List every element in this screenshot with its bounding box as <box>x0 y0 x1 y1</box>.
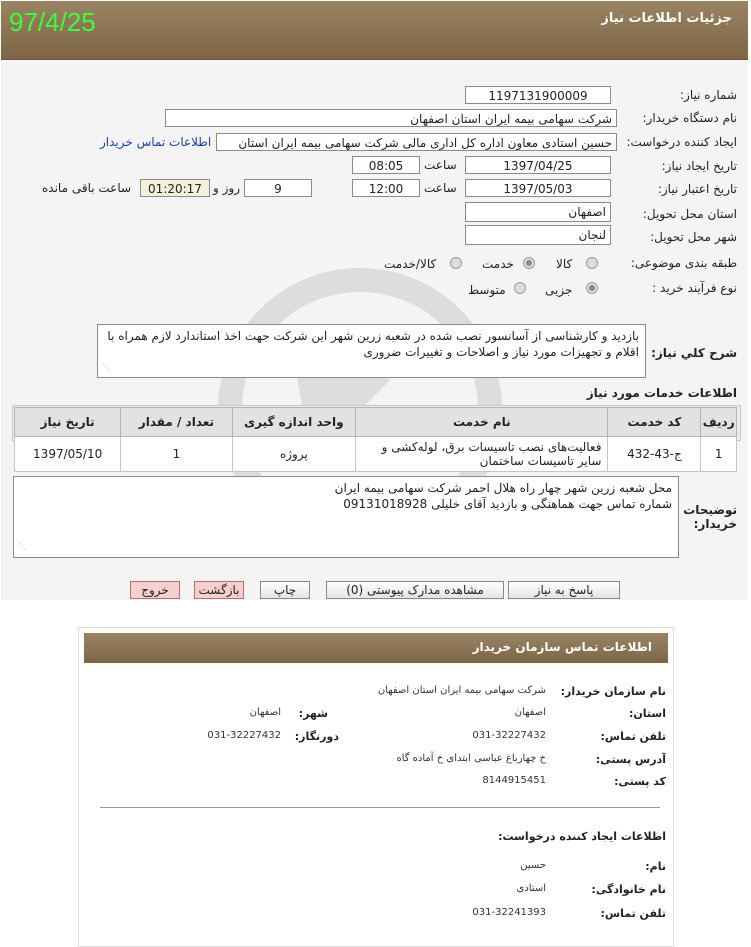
view-attachments-button[interactable]: مشاهده مدارک پیوستی (0) <box>326 581 504 599</box>
col-index: ردیف <box>701 408 737 437</box>
province-info-label: استان: <box>629 707 666 720</box>
purchase-radio-medium[interactable] <box>514 282 526 294</box>
buyer-org-label: نام دستگاه خریدار: <box>642 111 737 125</box>
col-name: نام خدمت <box>356 408 608 437</box>
first-name-value: حسین <box>520 860 546 871</box>
purchase-option-medium: متوسط <box>468 283 506 297</box>
province-label: استان محل تحویل: <box>642 207 737 221</box>
services-title: اطلاعات خدمات مورد نیاز <box>586 386 737 400</box>
phone-label: تلفن تماس: <box>600 730 666 743</box>
header-bar <box>1 1 748 60</box>
phone-value: 031-32227432 <box>472 730 546 741</box>
last-name-label: نام خانوادگی: <box>591 883 666 896</box>
requester-field: حسین استادی معاون اداره کل اداری مالی شرکت سهامی بیمه ایران استان <box>216 133 617 151</box>
buyer-notes-label: توضیحات خریدار: <box>683 503 737 531</box>
purchase-type-label: نوع فرآیند خرید : <box>652 281 737 295</box>
col-date: تاریخ نیاز <box>15 408 121 437</box>
buyer-contact-link[interactable]: اطلاعات تماس خریدار <box>100 135 212 149</box>
city-info-label: شهر: <box>298 707 328 720</box>
creator-section-title: اطلاعات ایجاد کننده درخواست: <box>498 830 666 843</box>
col-code: کد خدمت <box>608 408 701 437</box>
cell-unit: پروژه <box>232 437 356 472</box>
description-label: شرح کلي نياز: <box>651 346 737 360</box>
description-text: بازدید و کارشناسی از آسانسور نصب شده در شعبه زرین شهر این شرکت جهت اخذ استاندارد لازم همراه با اقلام و تجهیزات مورد نیاز و اصلاحات و تغییرات ضروری <box>107 329 639 359</box>
exit-button[interactable]: خروج <box>130 581 180 599</box>
purchase-option-minor: جزیی <box>545 283 573 297</box>
city-info-value: اصفهان <box>249 707 281 718</box>
category-radio-goods[interactable] <box>586 257 598 269</box>
need-number-field: 1197131900009 <box>465 86 611 104</box>
buyer-notes-textarea <box>13 476 679 558</box>
back-button[interactable]: بازگشت <box>194 581 244 599</box>
remaining-time-label: ساعت باقی مانده <box>42 181 132 195</box>
divider <box>100 807 660 808</box>
address-value: خ چهارباغ عباسی ابتدای خ آماده گاه <box>396 753 546 764</box>
cell-name: فعالیت‌های نصب تاسیسات برق، لوله‌کشی و سایر تاسیسات ساختمان <box>356 437 608 472</box>
postal-value: 8144915451 <box>482 775 546 786</box>
resize-grip-icon: ⋰ <box>18 542 26 551</box>
description-textarea <box>97 324 646 378</box>
created-date-label: تاریخ ایجاد نیاز: <box>661 159 737 173</box>
buyer-org-field: شرکت سهامی بیمه ایران استان اصفهان <box>165 109 617 127</box>
fax-value: 031-32227432 <box>207 730 281 741</box>
need-number-label: شماره نیاز: <box>680 88 737 102</box>
address-label: آدرس پستی: <box>595 753 666 766</box>
province-field: اصفهان <box>465 202 611 222</box>
days-remaining-field: 9 <box>244 179 312 197</box>
col-unit: واحد اندازه گیری <box>232 408 356 437</box>
category-option-goods: کالا <box>556 257 573 271</box>
services-table <box>14 407 737 472</box>
table-header-row <box>15 408 737 437</box>
print-button[interactable]: چاپ <box>260 581 310 599</box>
validity-date-label: تاریخ اعتبار نیاز: <box>657 182 737 196</box>
validity-date-field: 1397/05/03 <box>465 179 611 197</box>
creator-phone-label: تلفن تماس: <box>600 907 666 920</box>
creator-phone-value: 031-32241393 <box>472 907 546 918</box>
created-time-field: 08:05 <box>352 156 420 174</box>
page-title: جزئیات اطلاعات نیاز <box>601 11 732 26</box>
last-name-value: استادی <box>516 883 546 894</box>
category-option-service: خدمت <box>482 257 514 271</box>
days-label: روز و <box>213 181 240 195</box>
org-value: شرکت سهامی بیمه ایران استان اصفهان <box>377 685 546 696</box>
cell-date: 1397/05/10 <box>15 437 121 472</box>
resize-grip-icon: ⋰ <box>102 362 110 371</box>
first-name-label: نام: <box>645 860 666 873</box>
city-field: لنجان <box>465 225 611 245</box>
created-time-label: ساعت <box>424 158 457 172</box>
category-radio-service[interactable] <box>523 257 535 269</box>
remaining-time-field: 01:20:17 <box>140 179 210 197</box>
contact-card-header <box>84 633 668 663</box>
buyer-notes-line1: محل شعبه زرین شهر چهار راه هلال احمر شرکت سهامی بیمه ایران <box>334 481 672 495</box>
org-label: نام سازمان خریدار: <box>560 685 666 698</box>
category-label: طبقه بندی موضوعی: <box>630 256 737 270</box>
category-option-goods-service: کالا/خدمت <box>384 257 437 271</box>
purchase-radio-minor[interactable] <box>586 282 598 294</box>
city-label: شهر محل تحویل: <box>650 230 737 244</box>
validity-time-label: ساعت <box>424 181 457 195</box>
postal-label: کد پستی: <box>614 775 666 788</box>
date-stamp: 97/4/25 <box>9 7 96 37</box>
validity-time-field: 12:00 <box>352 179 420 197</box>
province-info-value: اصفهان <box>514 707 546 718</box>
col-qty: تعداد / مقدار <box>121 408 232 437</box>
cell-code: ج-43-432 <box>608 437 701 472</box>
buyer-contact-card <box>78 627 674 947</box>
category-radio-goods-service[interactable] <box>450 257 462 269</box>
table-row <box>15 437 737 472</box>
contact-card-title: اطلاعات تماس سازمان خریدار <box>472 640 652 654</box>
cell-index: 1 <box>701 437 737 472</box>
fax-label: دورنگار: <box>294 730 339 743</box>
buyer-notes-line2: شماره تماس جهت هماهنگی و بازدید آقای خلیلی 09131018928 <box>343 497 672 511</box>
reply-button[interactable]: پاسخ به نیاز <box>508 581 620 599</box>
requester-label: ایجاد کننده درخواست: <box>626 135 737 149</box>
created-date-field: 1397/04/25 <box>465 156 611 174</box>
cell-qty: 1 <box>121 437 232 472</box>
